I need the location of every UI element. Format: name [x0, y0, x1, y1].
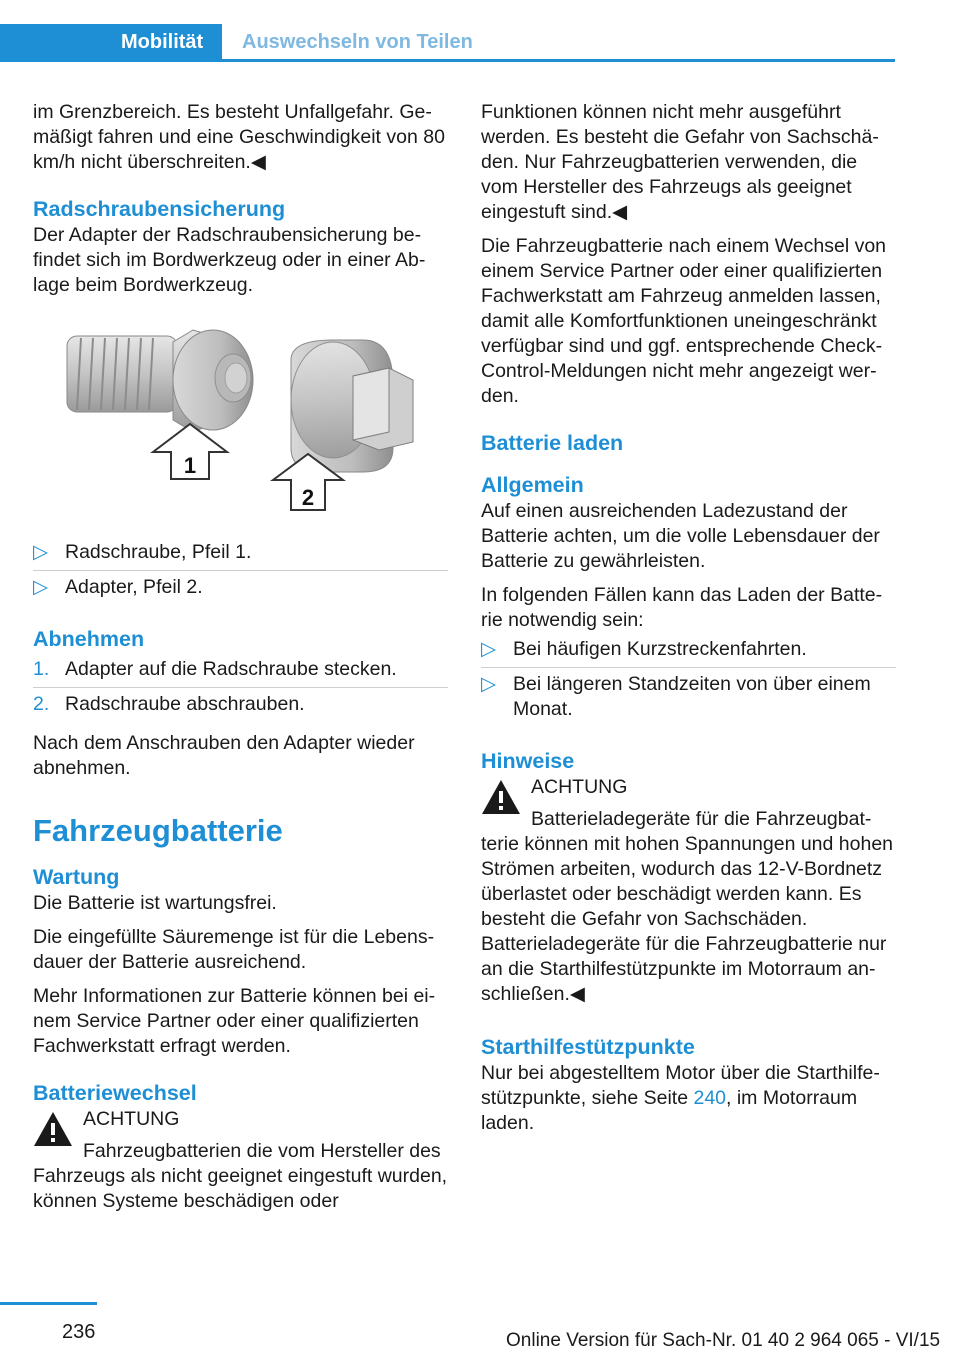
- heading-allgemein: Allgemein: [481, 473, 584, 497]
- heading-wartung: Wartung: [33, 865, 120, 889]
- section-hinweise: [481, 747, 896, 1007]
- warning-heading: ACHTUNG: [83, 1108, 180, 1130]
- page-number: 236: [62, 1321, 96, 1343]
- wheel-bolt-illustration: [33, 324, 448, 524]
- paragraph: Mehr Informationen zur Batterie können bei einem Service Partner oder einer qualifizierten Fachwerkstatt erfragt werden.: [33, 985, 436, 1057]
- steps-list: [33, 653, 448, 722]
- section-radschraubensicherung: [33, 195, 448, 298]
- paragraph: im Grenzbereich. Es besteht Unfallgefahr. Gemäßigt fahren und eine Geschwindigkeit von 80 km/h nicht überschreiten.◀: [33, 101, 445, 173]
- heading-batterie-laden: Batterie laden: [481, 431, 624, 455]
- paragraph: Die eingefüllte Säuremenge ist für die Lebensdauer der Batterie ausreichend.: [33, 926, 435, 973]
- triangle-right-icon: ▷: [33, 576, 48, 598]
- paragraph: Die Fahrzeugbatterie nach einem Wechsel von einem Service Partner oder einer qualifizierten Fachwerkstatt am Fahrzeug anmelden lassen, damit alle Komfortfunktionen uneingeschränkt verfügbar sind und ggf. entsprechende Check-Control-Meldungen nicht mehr angezeigt werden.: [481, 235, 887, 407]
- wheel-bolt-figure: [33, 324, 448, 524]
- warning-triangle-icon: [33, 1111, 73, 1147]
- list-item: ▷ Adapter, Pfeil 2.: [33, 576, 203, 598]
- left-column: [33, 100, 448, 1214]
- section-batteriewechsel: [33, 1079, 448, 1214]
- heading-radschraubensicherung: Radschraubensicherung: [33, 197, 286, 221]
- arrow-1-icon: [153, 424, 227, 479]
- warning-heading: ACHTUNG: [531, 776, 628, 798]
- paragraph: Funktionen können nicht mehr ausgeführt werden. Es besteht die Gefahr von Sachschäden. Nur Fahrzeugbatterien verwenden, die vom Hersteller des Fahrzeugs als geeignet eingestuft sind.◀: [481, 101, 879, 223]
- heading-batteriewechsel: Batteriewechsel: [33, 1081, 197, 1105]
- header-tab-label: Mobilität: [121, 31, 204, 53]
- list-item: ▷ Bei häufigen Kurzstreckenfahrten.: [481, 633, 896, 668]
- list-item: 2. Radschraube abschrauben.: [33, 693, 305, 715]
- adapter-shape: [291, 340, 413, 472]
- section-starthilfestuetzpunkte: [481, 1033, 896, 1136]
- paragraph: Auf einen ausreichenden Ladezustand der Batterie achten, um die volle Lebensdauer der Batterie zu gewährleisten.: [481, 500, 880, 572]
- figure-legend-list: [33, 536, 448, 605]
- right-column: [481, 100, 896, 1145]
- warning-text: Batterieladegeräte für die Fahrzeugbatterie können mit hohen Spannungen und hohen Strömen arbeiten, wodurch das 12-V-Bordnetz überlastet oder beschädigt werden kann. Es besteht die Gefahr von Sachschäden. Batterieladegeräte für die Fahrzeugbatterie nur an die Starthilfestützpunkte im Motorraum anschließen.◀: [481, 808, 894, 1005]
- section-batterie-laden: [481, 429, 896, 727]
- paragraph: Nach dem Anschrauben den Adapter wieder abnehmen.: [33, 732, 415, 779]
- arrow-1-label: 1: [183, 453, 197, 478]
- list-item: 1. Adapter auf die Radschraube stecken.: [33, 653, 448, 688]
- triangle-right-icon: ▷: [481, 638, 496, 660]
- charging-cases-list: [481, 633, 896, 727]
- footer-rule: [0, 1302, 97, 1305]
- paragraph: In folgenden Fällen kann das Laden der Batterie notwendig sein:: [481, 584, 883, 631]
- warning-box: [481, 775, 896, 1007]
- paragraph: Nur bei abgestelltem Motor über die Starthilfestützpunkte, siehe Seite 240, im Motorraum laden.: [481, 1062, 880, 1134]
- warning-text: Fahrzeugbatterien die vom Hersteller des Fahrzeugs als nicht geeignet eingestuft wurden, können Systeme beschädigen oder: [33, 1140, 448, 1212]
- bolt-shape: [67, 330, 253, 432]
- page-link[interactable]: 240: [693, 1087, 727, 1109]
- header-tab-mobilitaet[interactable]: [0, 24, 222, 62]
- step-number: 2.: [33, 693, 50, 715]
- heading-starthilfestuetzpunkte: Starthilfestützpunkte: [481, 1035, 695, 1059]
- paragraph: Die Batterie ist wartungsfrei.: [33, 892, 277, 914]
- heading-fahrzeugbatterie: Fahrzeugbatterie: [33, 813, 283, 848]
- online-version-note: Online Version für Sach-Nr. 01 40 2 964 065 - VI/15: [506, 1330, 941, 1351]
- heading-hinweise: Hinweise: [481, 749, 575, 773]
- header-section-title[interactable]: Auswechseln von Teilen: [242, 31, 473, 53]
- section-fahrzeugbatterie: [33, 811, 448, 1059]
- heading-abnehmen: Abnehmen: [33, 627, 145, 651]
- triangle-right-icon: ▷: [481, 673, 496, 695]
- paragraph: Der Adapter der Radschraubensicherung befindet sich im Bordwerkzeug oder in einer Ablage beim Bordwerkzeug.: [33, 224, 426, 296]
- warning-triangle-icon: [481, 779, 521, 815]
- step-number: 1.: [33, 658, 50, 680]
- list-item: ▷ Radschraube, Pfeil 1.: [33, 536, 448, 571]
- list-item: ▷ Bei längeren Standzeiten von über einem Monat.: [481, 673, 871, 720]
- triangle-right-icon: ▷: [33, 541, 48, 563]
- section-abnehmen: [33, 625, 448, 781]
- arrow-2-label: 2: [301, 485, 315, 510]
- header-rule: [0, 59, 895, 62]
- warning-box: [33, 1107, 448, 1214]
